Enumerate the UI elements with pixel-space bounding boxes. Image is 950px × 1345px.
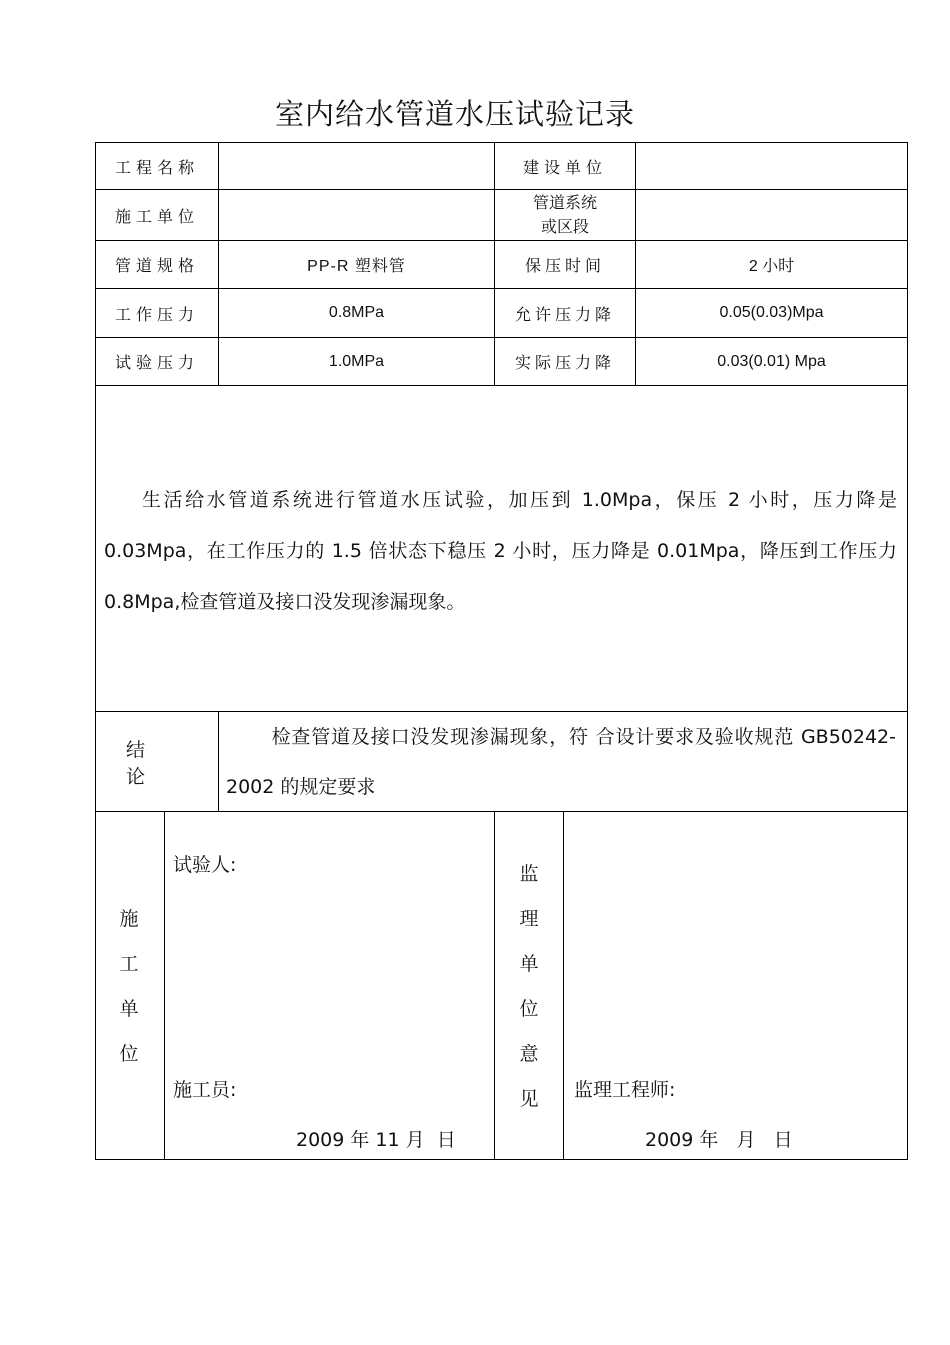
supervision-char: 意	[519, 1043, 539, 1065]
supervision-char: 监	[519, 863, 539, 885]
test-description: 生活给水管道系统进行管道水压试验，加压到 1.0Mpa，保压 2 小时，压力降是 0.03Mpa，在工作压力的 1.5 倍状态下稳压 2 小时，压力降是 0.01Mpa，降压到工作压力 0.8Mpa,检查管道及接口没发现渗漏现象。	[104, 489, 897, 613]
actual-drop-value: 0.03(0.01) Mpa	[717, 352, 826, 370]
allowed-drop-label: 允许压力降	[514, 304, 615, 324]
conclusion-text: 检查管道及接口没发现渗漏现象，符 合设计要求及验收规范 GB50242-2002 的规定要求	[226, 726, 896, 798]
col-divider	[563, 811, 564, 1159]
supervision-char: 见	[519, 1088, 539, 1110]
page-title: 室内给水管道水压试验记录	[274, 97, 635, 131]
contractor-label: 施工单位	[114, 206, 199, 226]
allowed-drop-value: 0.05(0.03)Mpa	[719, 304, 824, 321]
test-pressure-label: 试验压力	[114, 353, 199, 372]
pipe-section-label-line1: 管道系统	[532, 193, 597, 212]
contractor-value	[219, 190, 494, 240]
supervision-date: 2009 年 月 日	[645, 1129, 793, 1151]
working-pressure-label: 工作压力	[114, 304, 199, 324]
pipe-spec-label: 管道规格	[114, 256, 199, 275]
actual-drop-label: 实际压力降	[514, 353, 615, 372]
engineer-label: 监理工程师:	[574, 1079, 676, 1101]
col-divider	[218, 711, 219, 811]
row-divider	[95, 385, 908, 386]
construction-unit-char: 工	[119, 953, 139, 975]
conclusion-label: 结论	[126, 738, 176, 788]
pipe-section-value	[636, 190, 907, 240]
project-name-value	[219, 143, 494, 189]
col-divider	[164, 811, 165, 1159]
working-pressure-value: 0.8MPa	[328, 304, 385, 321]
construction-unit-char: 位	[119, 1043, 139, 1065]
pipe-section-label	[495, 190, 635, 240]
client-label: 建设单位	[522, 157, 607, 177]
pipe-section-label-line2: 或区段	[540, 217, 589, 236]
worker-label: 施工员:	[173, 1079, 237, 1101]
supervision-char: 理	[519, 908, 539, 930]
supervision-char: 位	[519, 998, 539, 1020]
hold-time-label: 保压时间	[524, 256, 605, 275]
construction-unit-char: 施	[119, 908, 139, 930]
hold-time-value: 2 小时	[748, 258, 795, 275]
construction-date: 2009 年 11 月 日	[296, 1129, 456, 1151]
supervision-char: 单	[519, 953, 539, 975]
col-divider	[494, 811, 495, 1159]
pipe-spec-value: PP-R 塑料管	[307, 258, 406, 275]
client-value	[636, 143, 907, 189]
supervision-opinion-label	[514, 852, 544, 1122]
construction-unit-char: 单	[119, 998, 139, 1020]
tester-label: 试验人:	[173, 854, 237, 876]
construction-unit-label	[114, 897, 144, 1077]
project-name-label: 工程名称	[114, 157, 199, 177]
test-pressure-value: 1.0MPa	[328, 352, 385, 370]
